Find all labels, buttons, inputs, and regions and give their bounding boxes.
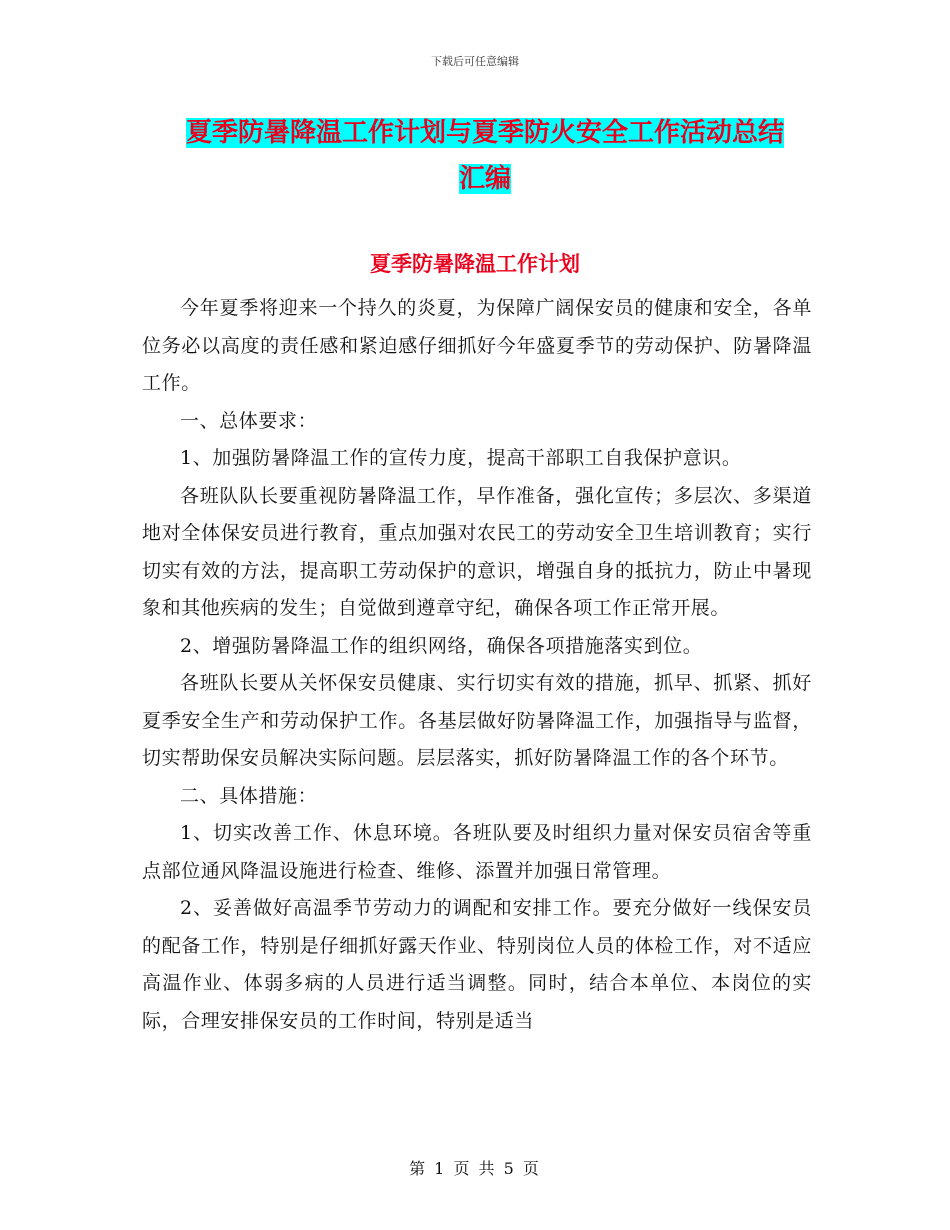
document-title-line-1: 夏季防暑降温工作计划与夏季防火安全工作活动总结 [185, 118, 784, 148]
page-footer: 第 1 页 共 5 页 [409, 1159, 541, 1178]
item-1-heading: 1、加强防暑降温工作的宣传力度，提高干部职工自我保护意识。 [180, 447, 742, 469]
heading-specific-measures: 二、具体措施： [180, 784, 318, 807]
header-note: 下载后可任意编辑 [431, 55, 519, 68]
heading-general-requirements: 一、总体要求： [180, 409, 318, 432]
item-1-paragraph: 各班队队长要重视防暑降温工作，早作准备，强化宣传；多层次、多渠道地对全体保安员进行教育，重点加强对农民工的劳动安全卫生培训教育；实行切实有效的方法，提高职工劳动保护的意识，增强自身的抵抗力，防止中暑现象和其他疾病的发生；自觉做到遵章守纪，确保各项工作正常开展。 [142, 484, 812, 619]
document-title-line-2: 汇编 [458, 164, 511, 194]
document-title [160, 110, 810, 202]
measure-1-paragraph: 1、切实改善工作、休息环境。各班队要及时组织力量对保安员宿舍等重点部位通风降温设施进行检查、维修、添置并加强日常管理。 [142, 822, 812, 882]
section-title: 夏季防暑降温工作计划 [370, 252, 580, 276]
document-body [142, 290, 812, 1040]
item-2-paragraph: 各班队长要从关怀保安员健康、实行切实有效的措施，抓早、抓紧、抓好夏季安全生产和劳动保护工作。各基层做好防暑降温工作，加强指导与监督，切实帮助保安员解决实际问题。层层落实，抓好防暑降温工作的各个环节。 [142, 672, 812, 769]
item-2-heading: 2、增强防暑降温工作的组织网络，确保各项措施落实到位。 [180, 634, 703, 657]
measure-2-paragraph: 2、妥善做好高温季节劳动力的调配和安排工作。要充分做好一线保安员的配备工作，特别是仔细抓好露天作业、特别岗位人员的体检工作，对不适应高温作业、体弱多病的人员进行适当调整。同时，结合本单位、本岗位的实际，合理安排保安员的工作时间，特别是适当 [142, 897, 812, 1032]
paragraph-intro: 今年夏季将迎来一个持久的炎夏，为保障广阔保安员的健康和安全，各单位务必以高度的责任感和紧迫感仔细抓好今年盛夏季节的劳动保护、防暑降温工作。 [142, 297, 812, 394]
